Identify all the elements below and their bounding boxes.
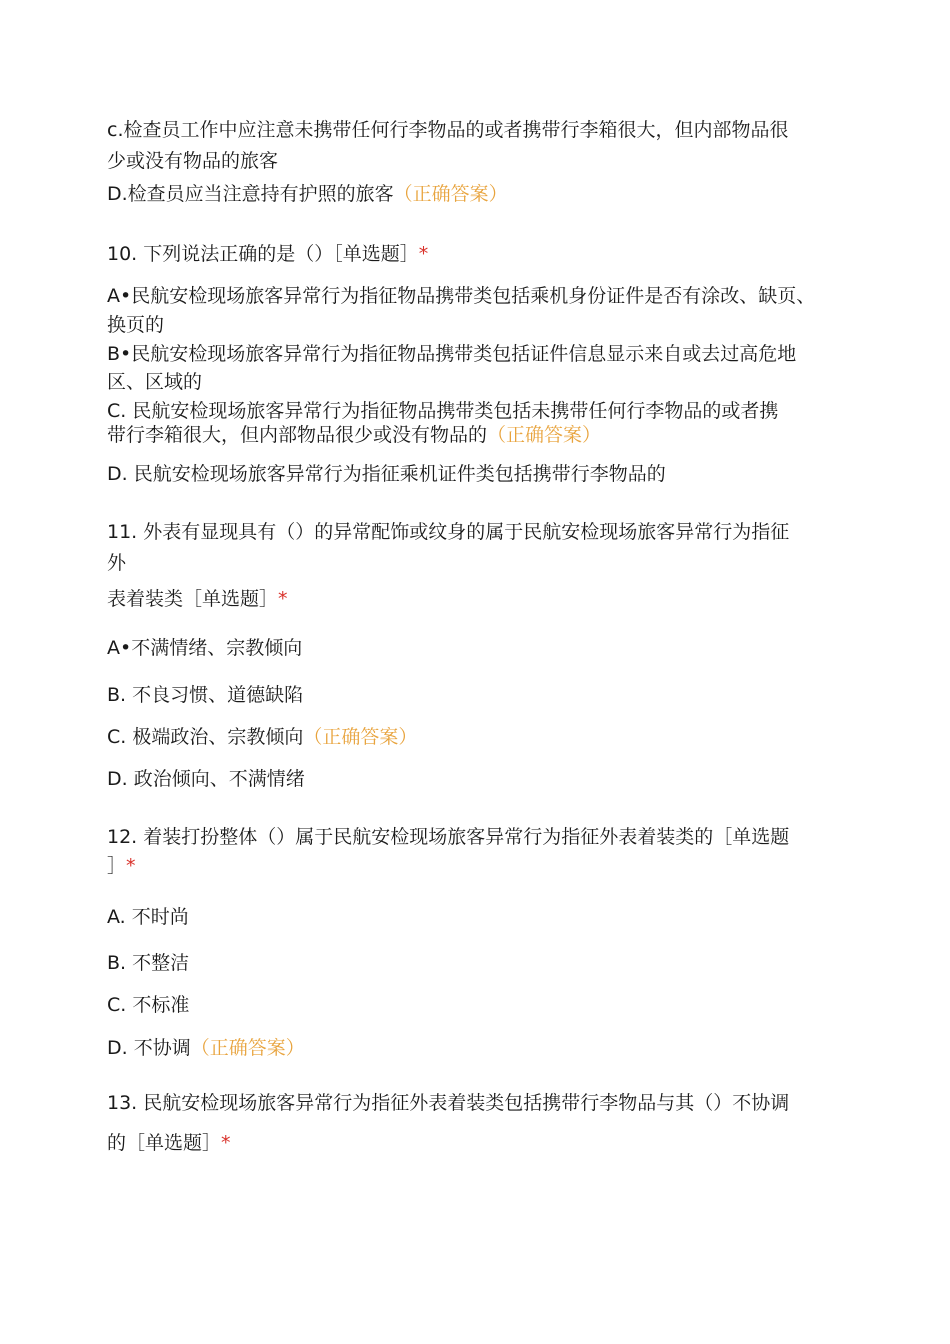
required-mark: * bbox=[126, 855, 136, 877]
q10-option-c-line2 bbox=[107, 426, 601, 445]
q9-option-c-line1: c.检查员工作中应注意未携带任何行李物品的或者携带行李箱很大，但内部物品很 bbox=[107, 119, 789, 141]
q12-option-c: C. 不标准 bbox=[107, 994, 190, 1016]
q10-option-a-line2: 换页的 bbox=[107, 314, 165, 336]
correct-answer-tag: （正确答案） bbox=[393, 183, 508, 205]
q10-option-c-line1: C. 民航安检现场旅客异常行为指征物品携带类包括未携带任何行李物品的或者携 bbox=[107, 400, 779, 422]
q13-stem-text: 的［单选题］ bbox=[107, 1132, 222, 1154]
q13-stem-line2 bbox=[107, 1134, 231, 1153]
correct-answer-tag: （正确答案） bbox=[487, 424, 602, 446]
correct-answer-tag: （正确答案） bbox=[190, 1037, 305, 1059]
required-mark: * bbox=[278, 588, 288, 610]
q11-option-d: D. 政治倾向、不满情绪 bbox=[107, 768, 305, 790]
q10-option-c-text: 带行李箱很大，但内部物品很少或没有物品的 bbox=[107, 424, 488, 446]
q10-option-a-line1: A•民航安检现场旅客异常行为指征物品携带类包括乘机身份证件是否有涂改、缺页、 bbox=[107, 285, 816, 307]
q10-option-d: D. 民航安检现场旅客异常行为指征乘机证件类包括携带行李物品的 bbox=[107, 463, 666, 485]
q12-option-a: A. 不时尚 bbox=[107, 906, 189, 928]
q12-stem-line1: 12. 着装打扮整体（）属于民航安检现场旅客异常行为指征外表着装类的［单选题 bbox=[107, 826, 790, 848]
q10-stem-text: 10. 下列说法正确的是（）［单选题］ bbox=[107, 243, 419, 265]
q11-stem-line3 bbox=[107, 590, 288, 609]
correct-answer-tag: （正确答案） bbox=[303, 726, 418, 748]
q9-option-c-line2: 少或没有物品的旅客 bbox=[107, 150, 279, 172]
q11-option-a: A•不满情绪、宗教倾向 bbox=[107, 637, 303, 659]
q9-option-d-text: D.检查员应当注意持有护照的旅客 bbox=[107, 183, 394, 205]
q9-option-d bbox=[107, 185, 508, 204]
q11-option-c bbox=[107, 728, 417, 747]
q10-stem bbox=[107, 245, 428, 264]
required-mark: * bbox=[221, 1132, 231, 1154]
q11-stem-text: 表着装类［单选题］ bbox=[107, 588, 279, 610]
q13-stem-line1: 13. 民航安检现场旅客异常行为指征外表着装类包括携带行李物品与其（）不协调 bbox=[107, 1092, 790, 1114]
q11-option-c-text: C. 极端政治、宗教倾向 bbox=[107, 726, 304, 748]
q12-option-d bbox=[107, 1039, 305, 1058]
q11-option-b: B. 不良习惯、道德缺陷 bbox=[107, 684, 304, 706]
q12-option-d-text: D. 不协调 bbox=[107, 1037, 191, 1059]
q10-option-b-line2: 区、区域的 bbox=[107, 371, 203, 393]
q11-stem-line1: 11. 外表有显现具有（）的异常配饰或纹身的属于民航安检现场旅客异常行为指征 bbox=[107, 521, 790, 543]
q10-option-b-line1: B•民航安检现场旅客异常行为指征物品携带类包括证件信息显示来自或去过高危地 bbox=[107, 343, 797, 365]
q11-stem-line2: 外 bbox=[107, 552, 127, 574]
q12-stem-text: ］ bbox=[107, 855, 127, 877]
q12-option-b: B. 不整洁 bbox=[107, 952, 190, 974]
required-mark: * bbox=[418, 243, 429, 265]
q12-stem-line2 bbox=[107, 857, 136, 876]
